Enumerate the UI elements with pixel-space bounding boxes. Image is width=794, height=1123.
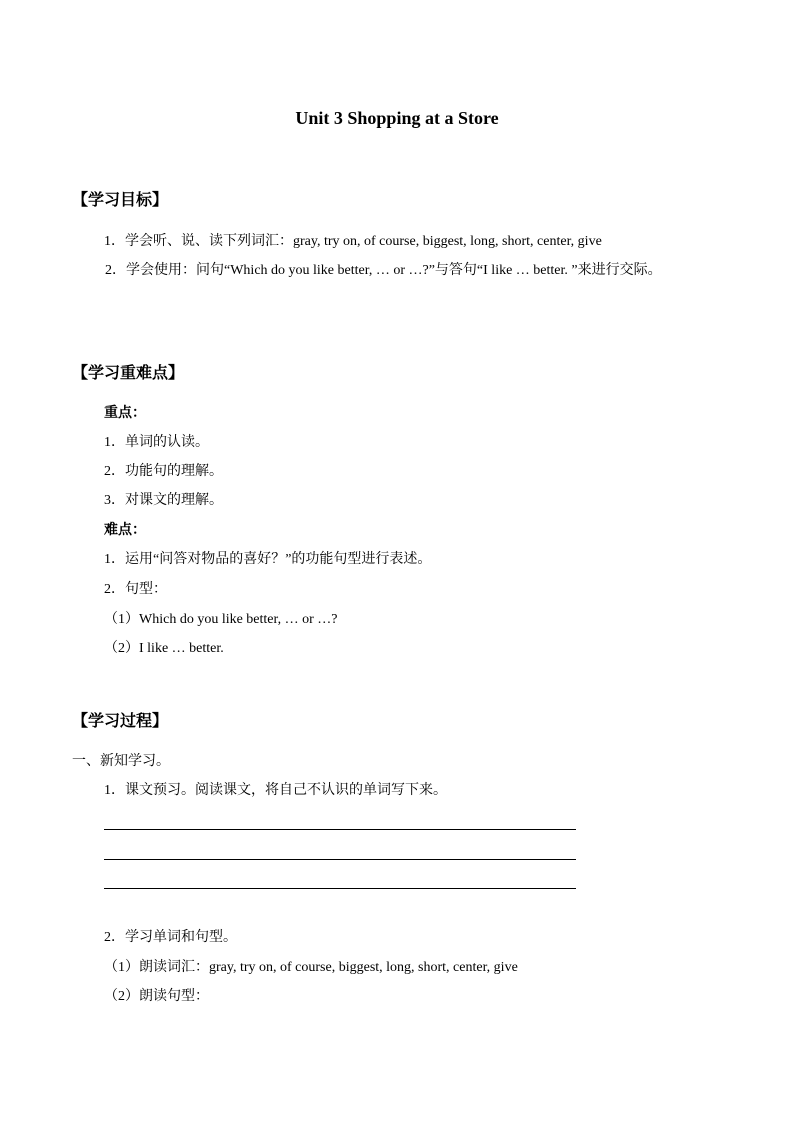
difficult-item-4: （2）I like … better. xyxy=(104,641,224,656)
difficult-item-3: （1）Which do you like better, … or …? xyxy=(104,612,338,627)
document-title: Unit 3 Shopping at a Store xyxy=(295,108,499,128)
process-step-2-sub-1: （1）朗读词汇：gray, try on, of course, biggest, long, short, center, give xyxy=(104,960,518,975)
objective-item-2: 2．学会使用：问句“Which do you like better, … or …?”与答句“I like … better. ”来进行交际。 xyxy=(105,263,662,278)
difficult-item-1: 1．运用“问答对物品的喜好？”的功能句型进行表述。 xyxy=(104,552,432,567)
answer-line-1[interactable] xyxy=(104,829,576,830)
process-step-2: 2．学习单词和句型。 xyxy=(104,930,237,945)
objectives-heading: 【学习目标】 xyxy=(72,192,169,209)
process-heading: 【学习过程】 xyxy=(72,713,169,730)
process-step-1: 1．课文预习。阅读课文，将自己不认识的单词写下来。 xyxy=(104,783,447,798)
difficult-label: 难点： xyxy=(104,523,146,538)
key-item-1: 1．单词的认读。 xyxy=(104,435,209,450)
key-points-heading: 【学习重难点】 xyxy=(72,365,185,382)
process-step-2-sub-2: （2）朗读句型： xyxy=(104,989,209,1004)
objective-item-1: 1．学会听、说、读下列词汇：gray, try on, of course, biggest, long, short, center, give xyxy=(104,234,602,249)
key-item-3: 3．对课文的理解。 xyxy=(104,493,223,508)
difficult-item-2: 2．句型： xyxy=(104,582,167,597)
key-item-2: 2．功能句的理解。 xyxy=(104,464,223,479)
answer-line-3[interactable] xyxy=(104,888,576,889)
process-part-1: 一、新知学习。 xyxy=(72,754,170,769)
answer-line-2[interactable] xyxy=(104,859,576,860)
key-label: 重点： xyxy=(104,406,146,421)
